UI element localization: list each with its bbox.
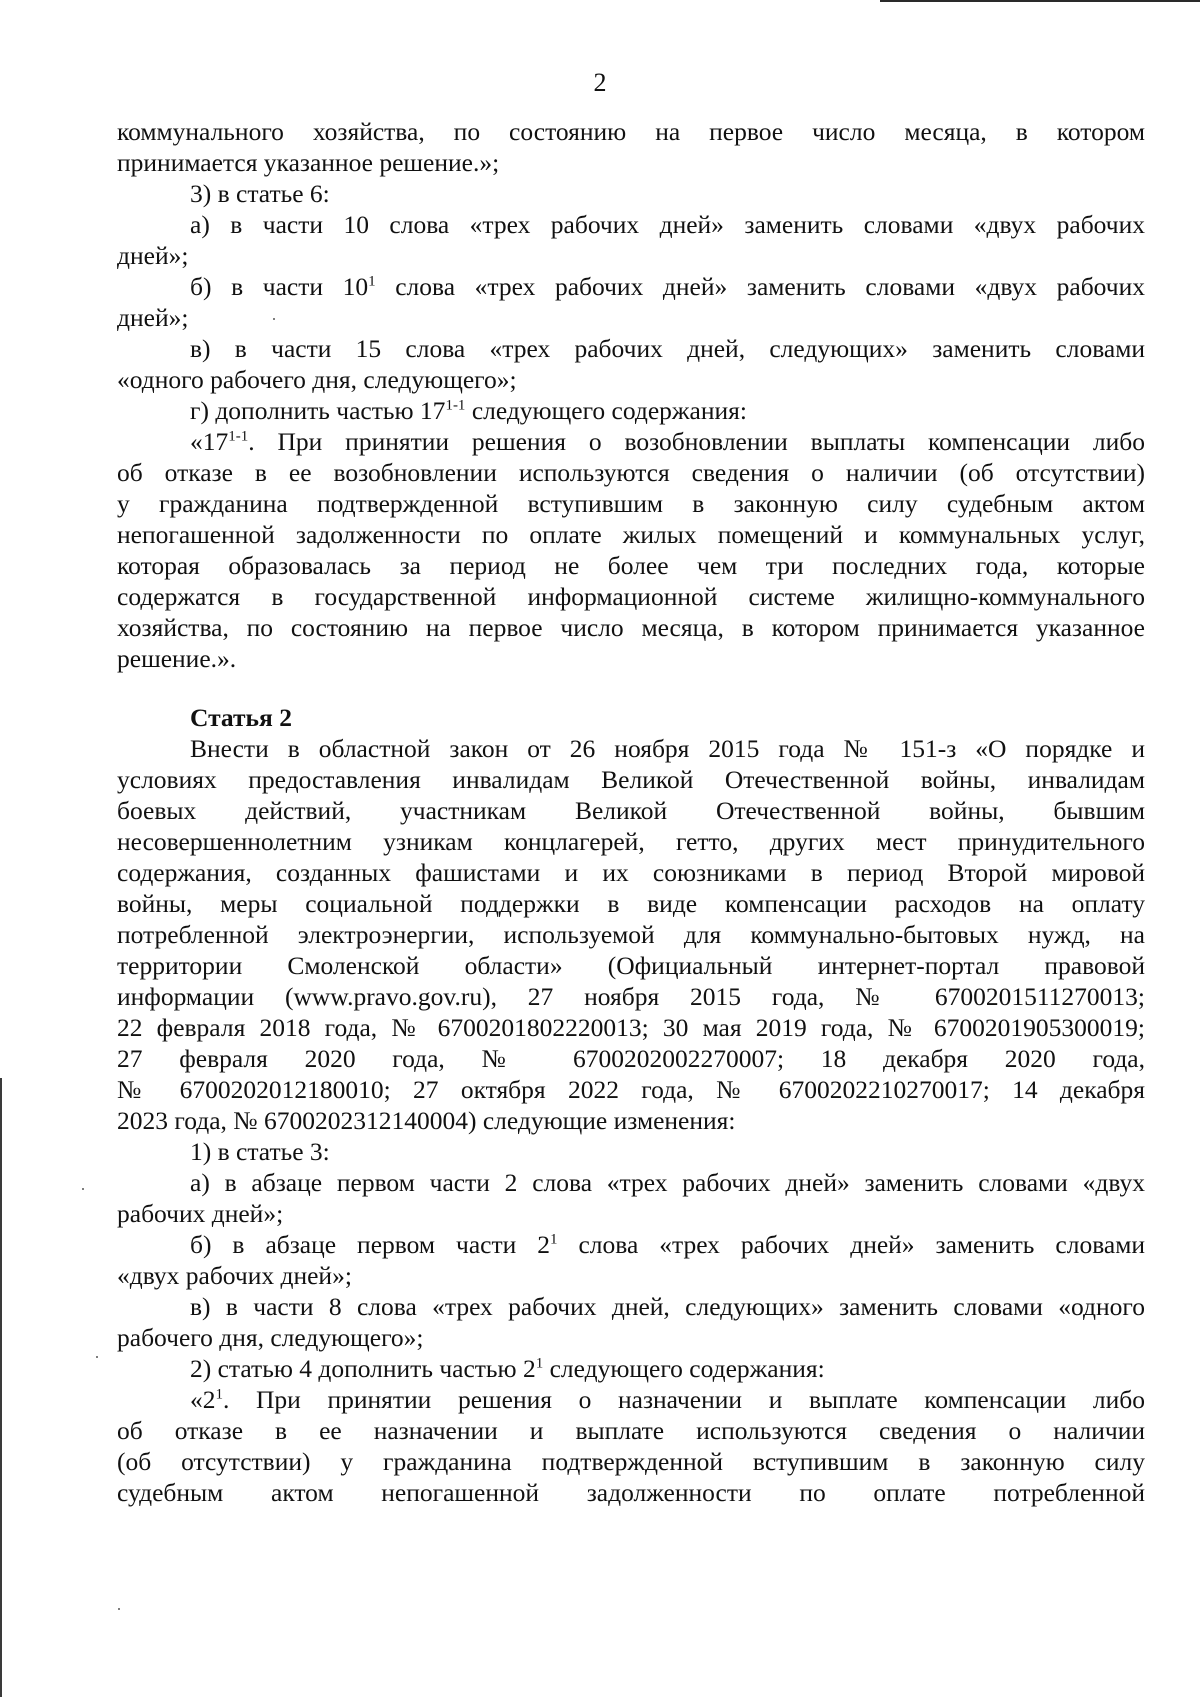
text-line: непогашенной задолженности по оплате жилых помещений и коммунальных услуг, bbox=[117, 520, 1145, 549]
text-line: коммунального хозяйства, по состоянию на первое число месяца, в котором bbox=[117, 117, 1145, 146]
text-line: информации (www.pravo.gov.ru), 27 ноября 2015 года, № 6700201511270013; bbox=[117, 982, 1145, 1011]
scan-speck bbox=[273, 318, 275, 320]
text-line: 2023 года, № 6700202312140004) следующие изменения: bbox=[117, 1106, 736, 1135]
text-line: 3) в статье 6: bbox=[190, 179, 330, 208]
text-line: 1) в статье 3: bbox=[190, 1137, 330, 1166]
left-edge-rule bbox=[0, 1078, 2, 1697]
text-line: в) в части 8 слова «трех рабочих дней, следующих» заменить словами «одного bbox=[190, 1292, 1145, 1321]
text-line: рабочих дней»; bbox=[117, 1199, 284, 1228]
text-line: решение.». bbox=[117, 644, 237, 673]
text-line: хозяйства, по состоянию на первое число месяца, в котором принимается указанное bbox=[117, 613, 1145, 642]
text-line: «$2^1$. При принятии решения о назначении и выплате компенсации либо bbox=[190, 1385, 1145, 1414]
text-line: территории Смоленской области» (Официальный интернет-портал правовой bbox=[117, 951, 1145, 980]
article-heading: Статья 2 bbox=[190, 703, 292, 732]
scan-speck bbox=[96, 1356, 98, 1358]
text-line: дней»; bbox=[117, 303, 189, 332]
scan-speck bbox=[82, 1188, 84, 1190]
text-line: у гражданина подтвержденной вступившим в законную силу судебным актом bbox=[117, 489, 1145, 518]
text-line: 2) статью 4 дополнить частью $2^1$ следующего содержания: bbox=[190, 1354, 825, 1383]
text-line: а) в части 10 слова «трех рабочих дней» заменить словами «двух рабочих bbox=[190, 210, 1145, 239]
text-line: б) в абзаце первом части $2^1$ слова «трех рабочих дней» заменить словами bbox=[190, 1230, 1145, 1259]
text-line: № 6700202012180010; 27 октября 2022 года, № 6700202210270017; 14 декабря bbox=[117, 1075, 1145, 1104]
text-line: судебным актом непогашенной задолженности по оплате потребленной bbox=[117, 1478, 1145, 1507]
top-edge-rule bbox=[880, 0, 1200, 2]
text-line: б) в части $10^1$ слова «трех рабочих дней» заменить словами «двух рабочих bbox=[190, 272, 1145, 301]
page-number: 2 bbox=[593, 68, 607, 97]
text-line: потребленной электроэнергии, используемой для коммунально-бытовых нужд, на bbox=[117, 920, 1145, 949]
text-line: условиях предоставления инвалидам Великой Отечественной войны, инвалидам bbox=[117, 765, 1145, 794]
text-line: принимается указанное решение.»; bbox=[117, 148, 500, 177]
superscript: 1-1 bbox=[445, 397, 466, 414]
text-line: Внести в областной закон от 26 ноября 2015 года № 151-з «О порядке и bbox=[190, 734, 1145, 763]
text-line: 27 февраля 2020 года, № 6700202002270007; 18 декабря 2020 года, bbox=[117, 1044, 1145, 1073]
text-line: 22 февраля 2018 года, № 6700201802220013; 30 мая 2019 года, № 6700201905300019; bbox=[117, 1013, 1145, 1042]
superscript: 1 bbox=[368, 273, 376, 290]
text-line: несовершеннолетним узникам концлагерей, гетто, других мест принудительного bbox=[117, 827, 1145, 856]
text-line: «17$^{1-1}$. При принятии решения о возобновлении выплаты компенсации либо bbox=[190, 427, 1145, 456]
text-line: в) в части 15 слова «трех рабочих дней, следующих» заменить словами bbox=[190, 334, 1145, 363]
text-line: «двух рабочих дней»; bbox=[117, 1261, 352, 1290]
text-line: г) дополнить частью 17$^{1-1}$ следующего содержания: bbox=[190, 396, 747, 425]
scan-speck bbox=[118, 1608, 120, 1610]
text-line: содержатся в государственной информационной системе жилищно-коммунального bbox=[117, 582, 1145, 611]
superscript: 1-1 bbox=[228, 428, 249, 445]
text-line: (об отсутствии) у гражданина подтвержденной вступившим в законную силу bbox=[117, 1447, 1145, 1476]
text-line: дней»; bbox=[117, 241, 189, 270]
superscript: 1 bbox=[215, 1386, 223, 1403]
text-line: а) в абзаце первом части 2 слова «трех рабочих дней» заменить словами «двух bbox=[190, 1168, 1145, 1197]
superscript: 1 bbox=[535, 1355, 544, 1372]
text-line: «одного рабочего дня, следующего»; bbox=[117, 365, 517, 394]
text-line: об отказе в ее возобновлении используются сведения о наличии (об отсутствии) bbox=[117, 458, 1145, 487]
superscript: 1 bbox=[549, 1231, 558, 1248]
text-line: об отказе в ее назначении и выплате используются сведения о наличии bbox=[117, 1416, 1145, 1445]
text-line: войны, меры социальной поддержки в виде компенсации расходов на оплату bbox=[117, 889, 1145, 918]
text-line: содержания, созданных фашистами и их союзниками в период Второй мировой bbox=[117, 858, 1145, 887]
text-line: боевых действий, участникам Великой Отечественной войны, бывшим bbox=[117, 796, 1145, 825]
text-line: рабочего дня, следующего»; bbox=[117, 1323, 424, 1352]
text-line: которая образовалась за период не более чем три последних года, которые bbox=[117, 551, 1145, 580]
